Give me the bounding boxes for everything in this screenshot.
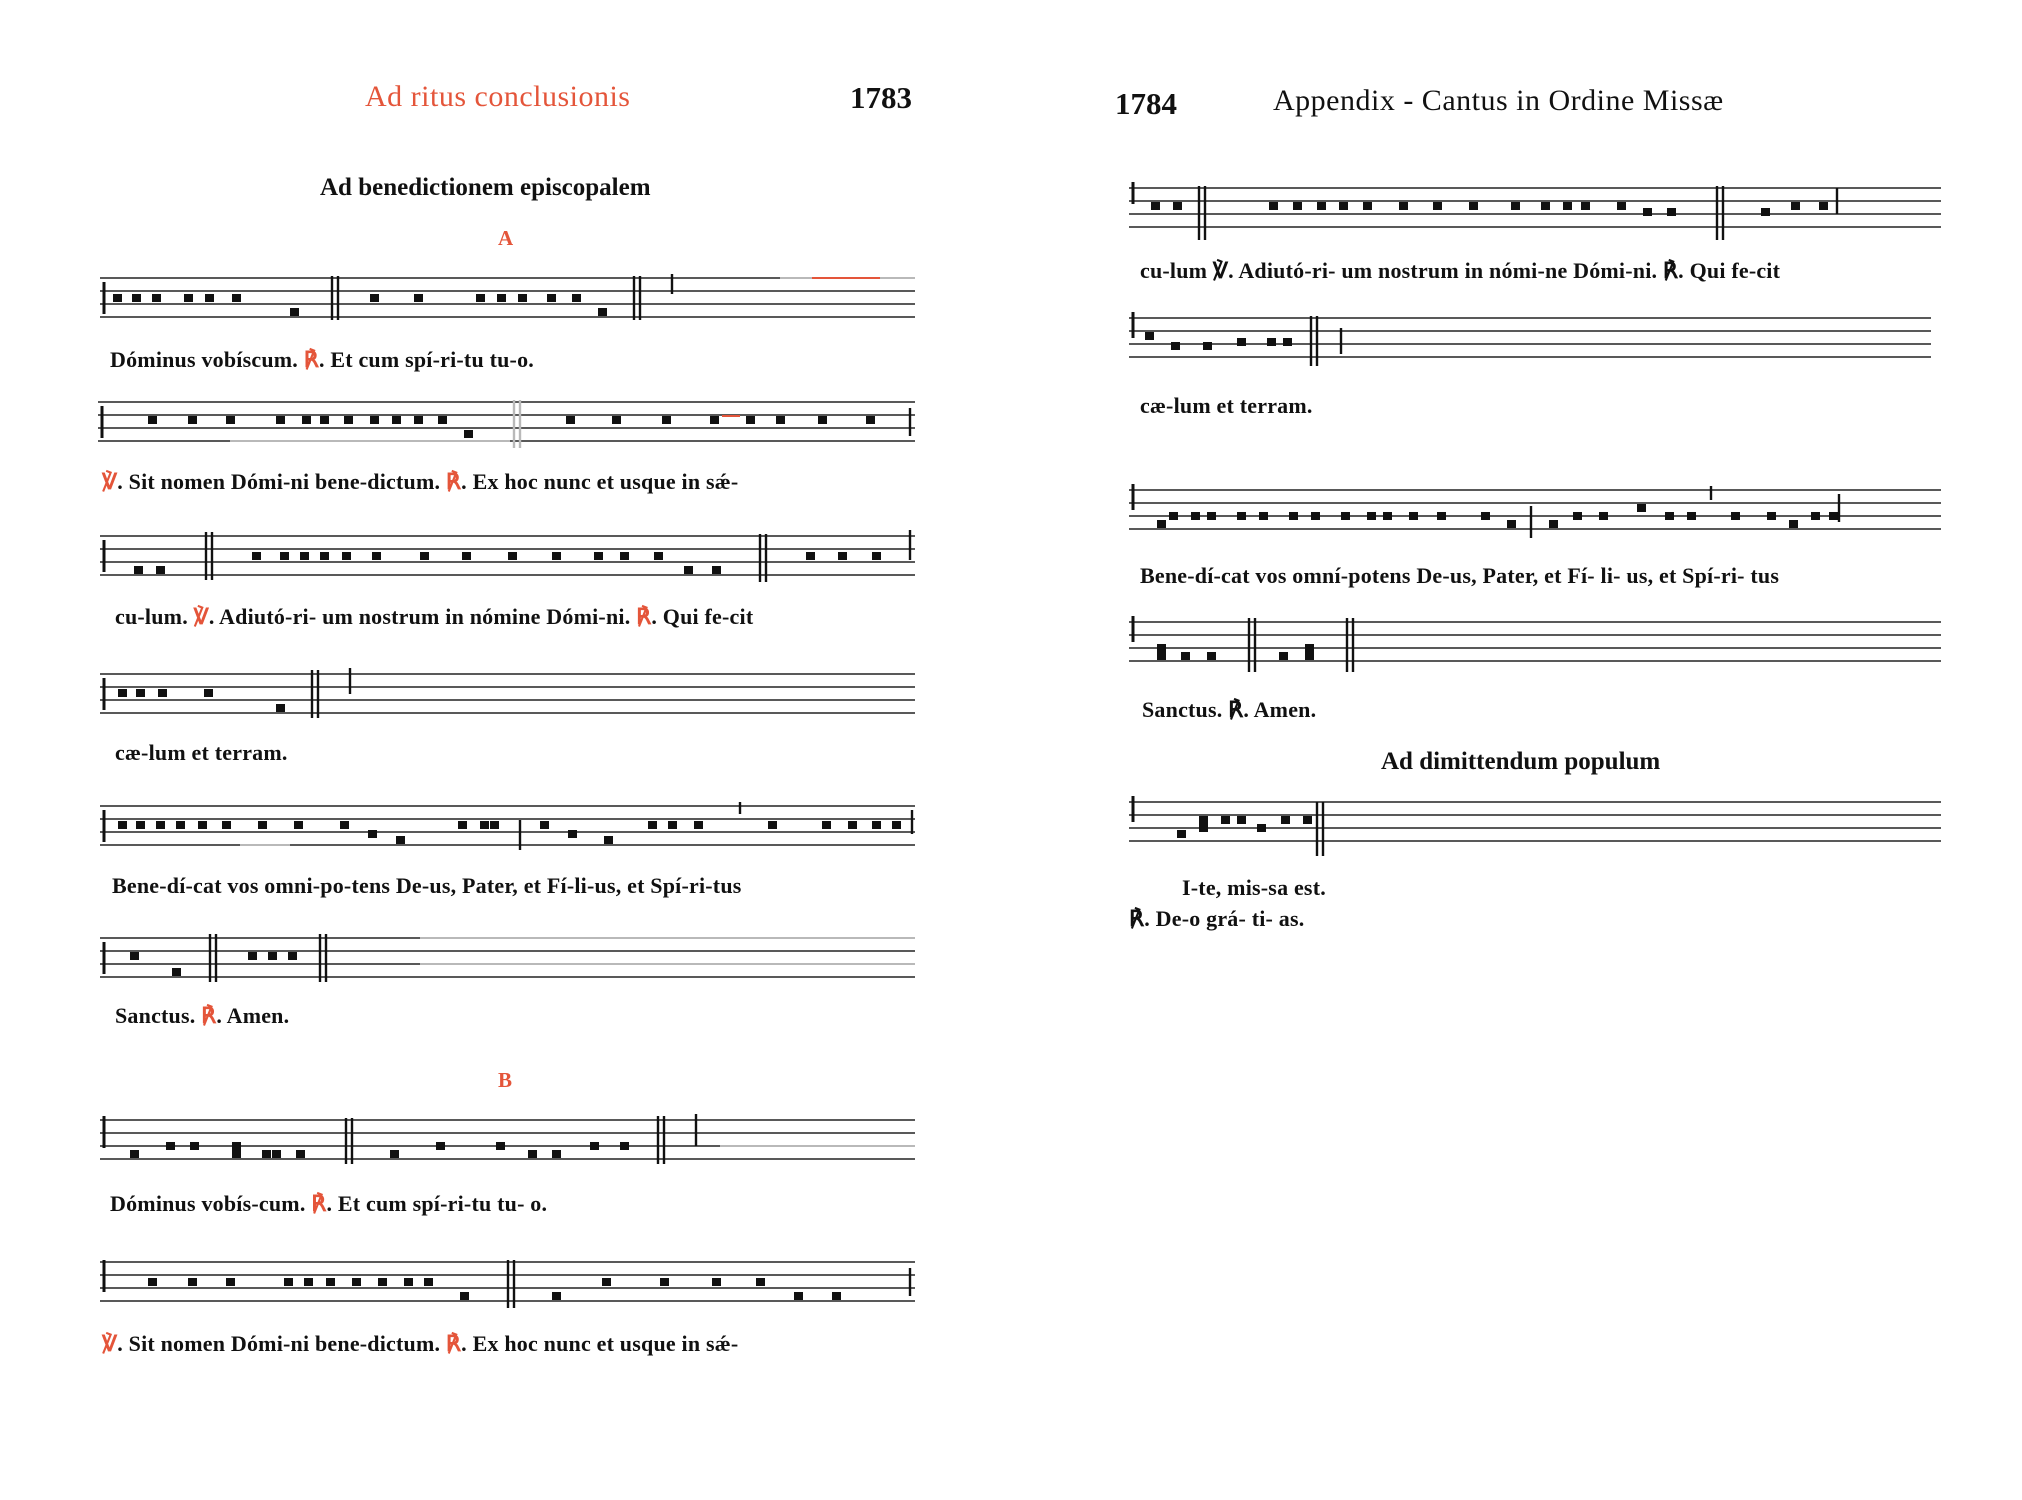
lyric-line-b1: Dóminus vobís-cum. ℟. Et cum spí-ri-tu tu- o. xyxy=(110,1191,548,1216)
lyric-line-a5: Bene-dí-cat vos omni-po-tens De-us, Pater, et Fí-li-us, et Spí-ri-tus xyxy=(112,873,742,898)
lyric-line-a2: ℣. Sit nomen Dómi-ni bene-dictum. ℟. Ex hoc nunc et usque in sǽ- xyxy=(102,469,739,494)
section-heading-benedictionem: Ad benedictionem episcopalem xyxy=(320,174,651,201)
right-page xyxy=(1011,0,2022,1500)
chant-staff xyxy=(0,668,1011,730)
running-title-right: Appendix - Cantus in Ordine Missæ xyxy=(1273,84,1724,117)
lyric-line-r2: cæ-lum et terram. xyxy=(1140,393,1313,418)
chant-staff xyxy=(0,800,1011,862)
chant-staff xyxy=(0,1256,1011,1318)
chant-staff xyxy=(1011,616,2022,678)
lyric-line-a6: Sanctus. ℟. Amen. xyxy=(115,1003,290,1028)
chant-staff xyxy=(1011,796,2022,858)
chant-staff xyxy=(0,1114,1011,1176)
lyric-line-a4: cæ-lum et terram. xyxy=(115,740,288,765)
section-letter-a: A xyxy=(498,226,514,250)
section-letter-b: B xyxy=(498,1068,513,1092)
lyric-line-a3: cu-lum. ℣. Adiutó-ri- um nostrum in nómine Dómi-ni. ℟. Qui fe-cit xyxy=(115,604,754,629)
lyric-line-r6: ℟. De-o grá- ti- as. xyxy=(1129,906,1305,931)
running-title-left: Ad ritus conclusionis xyxy=(365,80,631,113)
lyric-line-r3: Bene-dí-cat vos omní-potens De-us, Pater, et Fí- li- us, et Spí-ri- tus xyxy=(1140,563,1780,588)
chant-staff xyxy=(1011,312,2022,374)
lyric-line-r5: I-te, mis-sa est. xyxy=(1182,875,1326,900)
section-heading-dimittendum: Ad dimittendum populum xyxy=(1381,748,1661,775)
lyric-line-a1: Dóminus vobíscum. ℟. Et cum spí-ri-tu tu-o. xyxy=(110,347,534,372)
chant-staff xyxy=(1011,484,2022,546)
page-number-right: 1784 xyxy=(1115,86,1177,121)
lyric-line-r4: Sanctus. ℟. Amen. xyxy=(1142,697,1317,722)
chant-staff xyxy=(0,272,1011,334)
chant-staff xyxy=(0,530,1011,592)
lyric-line-b2: ℣. Sit nomen Dómi-ni bene-dictum. ℟. Ex hoc nunc et usque in sǽ- xyxy=(102,1331,739,1356)
chant-staff xyxy=(0,396,1011,458)
lyric-line-r1: cu-lum ℣. Adiutó-ri- um nostrum in nómi-ne Dómi-ni. ℟. Qui fe-cit xyxy=(1140,258,1781,283)
chant-staff xyxy=(0,932,1011,994)
page-number-left: 1783 xyxy=(850,80,912,115)
chant-staff xyxy=(1011,182,2022,244)
